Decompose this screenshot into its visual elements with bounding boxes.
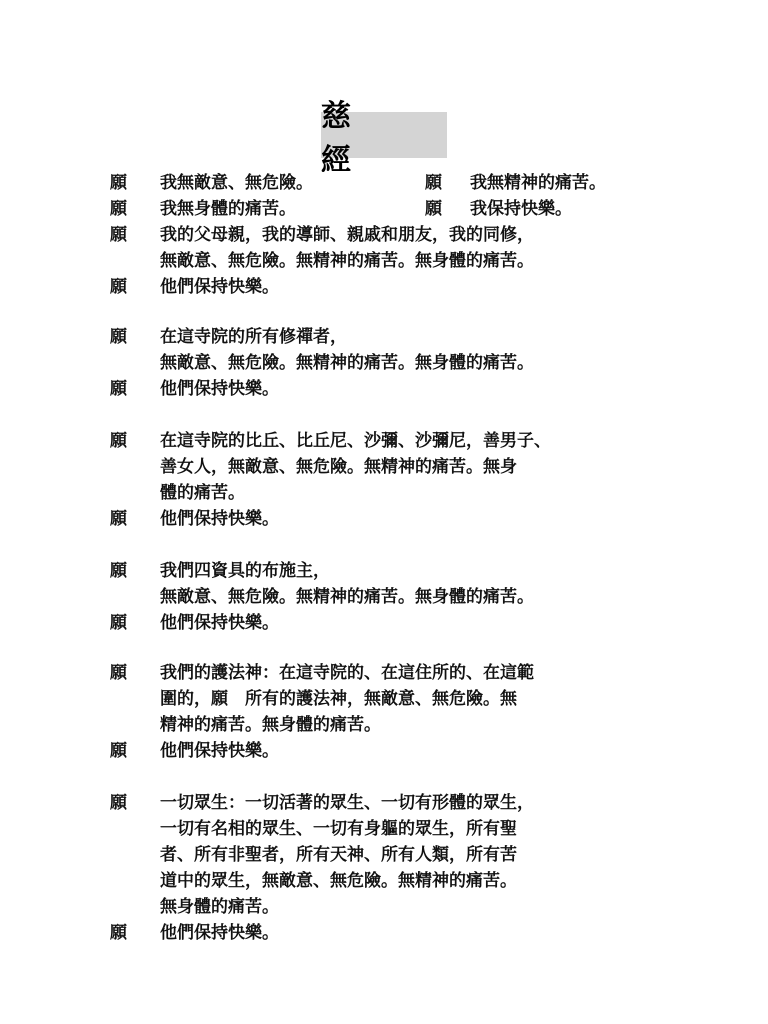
sutra-line: 在這寺院的比丘、比丘尼、沙彌、沙彌尼，善男子、 <box>160 431 551 451</box>
vow-marker: 願 <box>110 225 127 245</box>
sutra-line: 無敵意、無危險。無精神的痛苦。無身體的痛苦。 <box>160 587 534 607</box>
sutra-line: 他們保持快樂。 <box>160 923 279 943</box>
sutra-line-inline: 我無精神的痛苦。 <box>470 173 606 193</box>
vow-marker: 願 <box>110 923 127 943</box>
vow-marker: 願 <box>110 561 127 581</box>
sutra-line: 道中的眾生，無敵意、無危險。無精神的痛苦。 <box>160 871 517 891</box>
sutra-line-inline: 我保持快樂。 <box>470 199 572 219</box>
vow-marker: 願 <box>110 173 127 193</box>
vow-marker-inline: 願 <box>425 199 442 219</box>
title-box <box>321 99 447 178</box>
vow-marker: 願 <box>110 327 127 347</box>
vow-marker: 願 <box>110 431 127 451</box>
sutra-line: 無敵意、無危險。無精神的痛苦。無身體的痛苦。 <box>160 353 534 373</box>
vow-marker: 願 <box>110 793 127 813</box>
sutra-line: 一切有名相的眾生、一切有身軀的眾生，所有聖 <box>160 819 517 839</box>
sutra-line: 善女人，無敵意、無危險。無精神的痛苦。無身 <box>160 457 517 477</box>
sutra-line: 他們保持快樂。 <box>160 741 279 761</box>
sutra-line: 他們保持快樂。 <box>160 509 279 529</box>
vow-marker: 願 <box>110 741 127 761</box>
sutra-line: 我們四資具的布施主， <box>160 561 330 581</box>
sutra-line: 我們的護法神：在這寺院的、在這住所的、在這範 <box>160 663 534 683</box>
sutra-line: 我無身體的痛苦。 <box>160 199 296 219</box>
sutra-line: 無身體的痛苦。 <box>160 897 279 917</box>
sutra-line: 精神的痛苦。無身體的痛苦。 <box>160 715 381 735</box>
sutra-line: 者、所有非聖者，所有天神、所有人類，所有苦 <box>160 845 517 865</box>
sutra-line: 無敵意、無危險。無精神的痛苦。無身體的痛苦。 <box>160 251 534 271</box>
vow-marker: 願 <box>110 379 127 399</box>
vow-marker-inline: 願 <box>425 173 442 193</box>
sutra-line: 他們保持快樂。 <box>160 379 279 399</box>
sutra-line: 他們保持快樂。 <box>160 277 279 297</box>
document-title: 慈 經 <box>321 99 421 178</box>
sutra-line: 他們保持快樂。 <box>160 613 279 633</box>
vow-marker: 願 <box>110 277 127 297</box>
sutra-line: 體的痛苦。 <box>160 483 245 503</box>
sutra-line: 我的父母親，我的導師、親戚和朋友，我的同修， <box>160 225 534 245</box>
sutra-line: 在這寺院的所有修禪者， <box>160 327 347 347</box>
sutra-line: 一切眾生：一切活著的眾生、一切有形體的眾生， <box>160 793 534 813</box>
sutra-line: 我無敵意、無危險。 <box>160 173 313 193</box>
vow-marker: 願 <box>110 199 127 219</box>
vow-marker: 願 <box>110 509 127 529</box>
sutra-line: 圍的，願 所有的護法神，無敵意、無危險。無 <box>160 689 517 709</box>
vow-marker: 願 <box>110 663 127 683</box>
vow-marker: 願 <box>110 613 127 633</box>
